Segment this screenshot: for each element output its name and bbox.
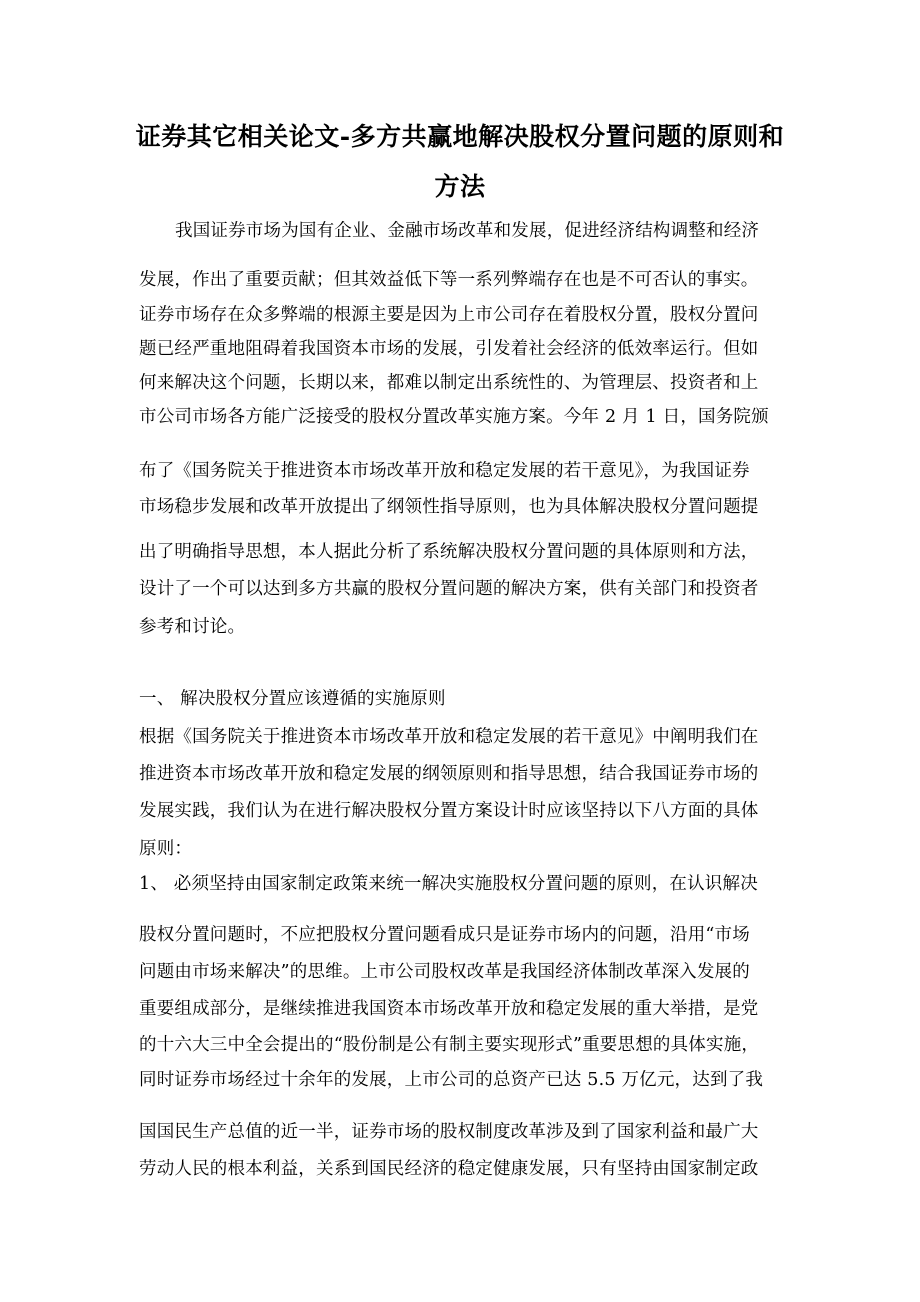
paragraph-line: 市公司市场各方能广泛接受的股权分置改革实施方案。今年 2 月 1 日，国务院颁 [139,407,769,427]
paragraph-line: 推进资本市场改革开放和稳定发展的纲领原则和指导思想，结合我国证券市场的 [139,764,759,784]
paragraph-line: 同时证券市场经过十余年的发展，上市公司的总资产已达 5.5 万亿元，达到了我 [139,1070,764,1090]
paragraph-line: 出了明确指导思想，本人据此分析了系统解决股权分置问题的具体原则和方法， [139,542,759,562]
paragraph-line: 重要组成部分，是继续推进我国资本市场改革开放和稳定发展的重大举措，是党 [139,999,759,1019]
paragraph-line: 何来解决这个问题，长期以来，都难以制定出系统性的、为管理层、投资者和上 [139,373,759,393]
paragraph-line: 证券市场存在众多弊端的根源主要是因为上市公司存在着股权分置，股权分置问 [139,305,759,325]
paragraph-line: 市场稳步发展和改革开放提出了纲领性指导原则，也为具体解决股权分置问题提 [139,497,759,517]
document-title-line-2: 方法 [434,172,486,201]
paragraph-line: 我国证券市场为国有企业、金融市场改革和发展，促进经济结构调整和经济 [175,221,760,241]
document-title-line-1: 证券其它相关论文-多方共赢地解决股权分置问题的原则和 [135,122,785,151]
paragraph-line: 发展，作出了重要贡献；但其效益低下等一系列弊端存在也是不可否认的事实。 [139,270,759,290]
paragraph-line: 根据《国务院关于推进资本市场改革开放和稳定发展的若干意见》中阐明我们在 [139,727,759,747]
paragraph-line: 原则： [139,839,193,859]
paragraph-line: 问题由市场来解决”的思维。上市公司股权改革是我国经济体制改革深入发展的 [139,962,750,982]
paragraph-line: 股权分置问题时，不应把股权分置问题看成只是证券市场内的问题，沿用“市场 [139,925,750,945]
paragraph-line: 题已经严重地阻碍着我国资本市场的发展，引发着社会经济的低效率运行。但如 [139,339,759,359]
paragraph-line: 劳动人民的根本利益，关系到国民经济的稳定健康发展，只有坚持由国家制定政 [139,1159,759,1179]
list-item-line: 1、 必须坚持由国家制定政策来统一解决实施股权分置问题的原则，在认识解决 [139,874,758,894]
paragraph-line: 发展实践，我们认为在进行解决股权分置方案设计时应该坚持以下八方面的具体 [139,801,759,821]
paragraph-line: 设计了一个可以达到多方共赢的股权分置问题的解决方案，供有关部门和投资者 [139,579,759,599]
paragraph-line: 国国民生产总值的近一半，证券市场的股权制度改革涉及到了国家利益和最广大 [139,1122,759,1142]
paragraph-line: 参考和讨论。 [139,617,246,637]
paragraph-line: 布了《国务院关于推进资本市场改革开放和稳定发展的若干意见》，为我国证券 [139,461,750,481]
paragraph-line: 的十六大三中全会提出的“股份制是公有制主要实现形式”重要思想的具体实施， [139,1035,760,1055]
section-heading: 一、 解决股权分置应该遵循的实施原则 [139,689,446,709]
